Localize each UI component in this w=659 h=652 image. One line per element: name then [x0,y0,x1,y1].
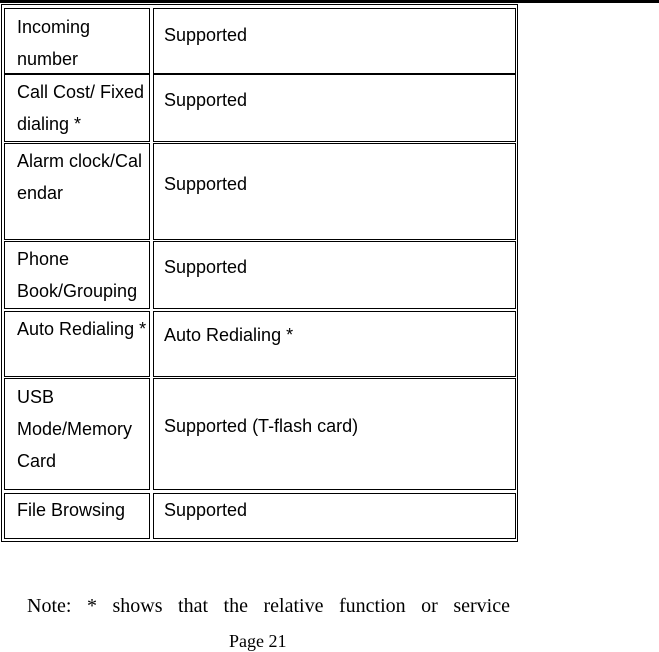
feature-name: Alarm clock/Calendar [4,143,150,240]
feature-value: Supported [153,143,516,240]
footnote: Note: * shows that the relative function or service [27,595,510,617]
table-row [2,143,517,240]
feature-name: Phone Book/Grouping [4,241,150,309]
feature-value: Auto Redialing * [153,311,516,377]
feature-value: Supported [153,241,516,309]
table-row [2,74,517,142]
feature-name: Incoming number [4,8,150,74]
feature-value: Supported (T-flash card) [153,378,516,490]
top-rule [0,0,659,3]
table-row [2,8,517,74]
feature-value: Supported [153,8,516,74]
table-row [2,493,517,539]
table-row [2,378,517,490]
feature-name: Auto Redialing * [4,311,150,377]
table-row [2,311,517,377]
feature-name: USB Mode/Memory Card [4,378,150,490]
feature-value: Supported [153,493,516,539]
feature-table [1,4,518,542]
page-number: Page 21 [229,631,287,651]
feature-value: Supported [153,74,516,142]
table-row [2,241,517,309]
feature-name: Call Cost/ Fixed dialing * [4,74,150,142]
feature-name: File Browsing [4,493,150,539]
